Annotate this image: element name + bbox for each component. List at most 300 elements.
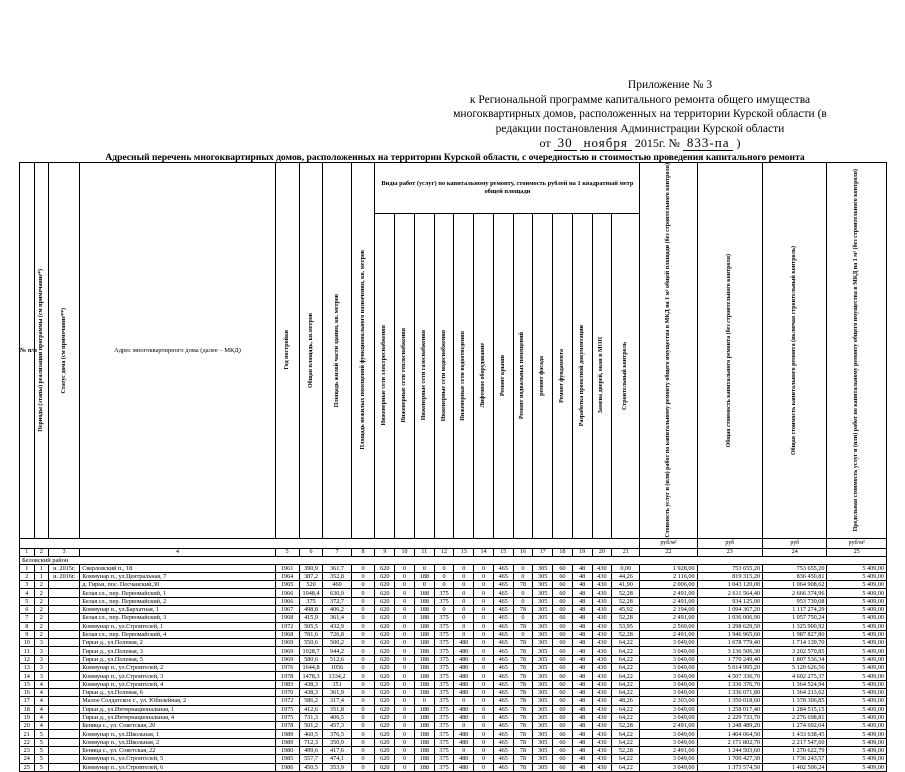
table-cell: 2 bbox=[34, 597, 49, 605]
table-cell: 0 bbox=[454, 605, 474, 613]
table-cell: 430 bbox=[592, 672, 612, 680]
col-head-electric: Инженерные сети электроснабжения bbox=[375, 213, 395, 538]
table-cell: 305 bbox=[533, 722, 553, 730]
table-cell: 430 bbox=[592, 730, 612, 738]
table-cell: 2 bbox=[34, 605, 49, 613]
table-row bbox=[20, 664, 887, 672]
table-cell: 1 714 139,70 bbox=[763, 639, 827, 647]
table-cell: 4 bbox=[34, 680, 49, 688]
table-cell: 48 bbox=[572, 597, 592, 605]
table-cell: 60 bbox=[553, 680, 573, 688]
table-cell: 305 bbox=[533, 605, 553, 613]
table-cell: 1 678 779,40 bbox=[697, 639, 762, 647]
table-cell bbox=[49, 722, 80, 730]
table-cell: 2 491,00 bbox=[640, 614, 697, 622]
table-cell: 305 bbox=[533, 755, 553, 763]
table-cell: 1970 bbox=[275, 688, 299, 696]
table-cell: 0 bbox=[351, 688, 375, 696]
table-cell: 1056 bbox=[323, 664, 351, 672]
table-cell: 60 bbox=[553, 713, 573, 721]
table-cell bbox=[49, 705, 80, 713]
table-cell: 0 bbox=[395, 647, 415, 655]
table-cell: 460 bbox=[323, 581, 351, 589]
table-cell: 0 bbox=[351, 581, 375, 589]
table-cell: н. 2016г. bbox=[49, 572, 80, 580]
table-cell: 78 bbox=[513, 705, 533, 713]
table-row bbox=[20, 647, 887, 655]
table-cell: 60 bbox=[553, 564, 573, 572]
table-cell: 317,4 bbox=[323, 697, 351, 705]
table-cell: 64,22 bbox=[612, 755, 640, 763]
table-cell: 5 409,00 bbox=[827, 705, 887, 713]
table-cell: 5 409,00 bbox=[827, 738, 887, 746]
column-number: 13 bbox=[454, 548, 474, 556]
table-cell: 375 bbox=[434, 614, 454, 622]
table-cell: 60 bbox=[553, 688, 573, 696]
table-cell: 305 bbox=[533, 688, 553, 696]
table-cell: 0 bbox=[474, 763, 494, 771]
table-cell: 372,7 bbox=[323, 597, 351, 605]
table-cell: 305 bbox=[533, 664, 553, 672]
table-cell: 430 bbox=[592, 747, 612, 755]
table-cell: 2 bbox=[34, 581, 49, 589]
table-cell: 0 bbox=[454, 614, 474, 622]
table-cell: 944,2 bbox=[323, 647, 351, 655]
table-cell: 430 bbox=[592, 763, 612, 771]
table-cell: 1 248 489,20 bbox=[697, 722, 762, 730]
table-cell: 52,28 bbox=[612, 747, 640, 755]
table-cell: 188 bbox=[414, 647, 434, 655]
table-cell bbox=[49, 647, 80, 655]
table-cell: 5 409,00 bbox=[827, 722, 887, 730]
table-cell: 430 bbox=[592, 664, 612, 672]
table-cell: 430 bbox=[592, 755, 612, 763]
table-cell: 64,22 bbox=[612, 730, 640, 738]
table-cell: 5 409,00 bbox=[827, 597, 887, 605]
table-cell: 480 bbox=[454, 639, 474, 647]
table-cell: 480 bbox=[454, 672, 474, 680]
table-cell: 2 bbox=[34, 630, 49, 638]
table-cell: 0 bbox=[414, 697, 434, 705]
table-cell: 1 284 515,15 bbox=[763, 705, 827, 713]
table-cell: 1 736 243,57 bbox=[763, 755, 827, 763]
table-row bbox=[20, 572, 887, 580]
table-cell: 1028,7 bbox=[299, 647, 323, 655]
table-cell: 5 409,00 bbox=[827, 647, 887, 655]
table-cell: 390,9 bbox=[299, 564, 323, 572]
table-cell: 1 117 274,29 bbox=[763, 605, 827, 613]
table-cell: 0 bbox=[454, 581, 474, 589]
table-cell: 48 bbox=[572, 647, 592, 655]
table-cell: 620 bbox=[375, 647, 395, 655]
table-cell: 406,2 bbox=[323, 605, 351, 613]
table-cell: 1 bbox=[34, 564, 49, 572]
table-cell: 13 bbox=[20, 664, 35, 672]
table-cell: 78 bbox=[513, 755, 533, 763]
table-cell: Коммунар п., ул.Строителей, 1 bbox=[80, 622, 275, 630]
table-cell: 48 bbox=[572, 589, 592, 597]
table-cell: 188 bbox=[414, 664, 434, 672]
table-cell bbox=[49, 614, 80, 622]
table-cell: 480 bbox=[454, 730, 474, 738]
table-cell: 305 bbox=[533, 581, 553, 589]
table-cell: 375 bbox=[434, 680, 454, 688]
table-cell: 465 bbox=[493, 713, 513, 721]
table-cell: 5 409,00 bbox=[827, 688, 887, 696]
table-cell: 465 bbox=[493, 672, 513, 680]
table-cell: 5 409,00 bbox=[827, 630, 887, 638]
table-cell: 620 bbox=[375, 605, 395, 613]
column-number: 3 bbox=[49, 548, 80, 556]
table-cell: 48 bbox=[572, 730, 592, 738]
table-row bbox=[20, 722, 887, 730]
table-cell: 1 336 071,80 bbox=[697, 688, 762, 696]
table-cell bbox=[49, 713, 80, 721]
table-cell: 3 bbox=[34, 672, 49, 680]
table-cell: 781,6 bbox=[299, 630, 323, 638]
table-cell: 1 057 750,24 bbox=[763, 614, 827, 622]
table-cell: 620 bbox=[375, 680, 395, 688]
table-cell: 0 bbox=[474, 639, 494, 647]
table-row bbox=[20, 763, 887, 771]
header-line-4: редакции постановления Администрации Курской области bbox=[495, 122, 785, 135]
table-cell: 3 049,00 bbox=[640, 763, 697, 771]
table-cell: Гирьи д., ул.Полевая, 2 bbox=[80, 639, 275, 647]
col-head-max-cost: Предельная стоимость услуг и (или) работ по капитальному ремонту общего имущества в МКД на 1 м² (без строительного контроля) bbox=[827, 163, 887, 539]
table-cell: 78 bbox=[513, 639, 533, 647]
table-cell: 5 409,00 bbox=[827, 664, 887, 672]
table-cell: 1 244 503,60 bbox=[697, 747, 762, 755]
table-cell: 557,7 bbox=[299, 755, 323, 763]
table-cell: 375 bbox=[434, 730, 454, 738]
table-cell: 78 bbox=[513, 697, 533, 705]
column-number: 20 bbox=[592, 548, 612, 556]
table-cell: 52,28 bbox=[612, 589, 640, 597]
table-cell: 78 bbox=[513, 763, 533, 771]
table-cell: 4 bbox=[34, 722, 49, 730]
table-cell: 430 bbox=[592, 605, 612, 613]
table-cell bbox=[49, 672, 80, 680]
table-cell bbox=[49, 605, 80, 613]
table-cell: 21 bbox=[20, 730, 35, 738]
table-cell bbox=[49, 664, 80, 672]
table-cell: 2 491,00 bbox=[640, 589, 697, 597]
table-cell: 16 bbox=[20, 688, 35, 696]
table-cell: 305 bbox=[533, 697, 553, 705]
table-cell: 3 bbox=[34, 647, 49, 655]
table-cell: 305 bbox=[533, 763, 553, 771]
table-cell: 78 bbox=[513, 581, 533, 589]
table-cell: 465 bbox=[493, 597, 513, 605]
column-number: 21 bbox=[612, 548, 640, 556]
table-row bbox=[20, 630, 887, 638]
table-cell: 438,3 bbox=[299, 688, 323, 696]
table-cell: 4 bbox=[34, 713, 49, 721]
table-cell: 8 bbox=[20, 622, 35, 630]
table-cell: 3 049,00 bbox=[640, 639, 697, 647]
table-cell: 819 315,20 bbox=[697, 572, 762, 580]
table-cell: 60 bbox=[553, 622, 573, 630]
table-cell: 0 bbox=[474, 605, 494, 613]
table-cell: 620 bbox=[375, 622, 395, 630]
table-cell: 188 bbox=[414, 605, 434, 613]
table-cell: 0 bbox=[395, 738, 415, 746]
table-cell: 1 350 018,60 bbox=[697, 697, 762, 705]
table-cell: 5 409,00 bbox=[827, 763, 887, 771]
table-cell: Гирьи д., ул.Полевая, 5 bbox=[80, 655, 275, 663]
table-row bbox=[20, 639, 887, 647]
table-cell: 0 bbox=[474, 730, 494, 738]
table-cell: 430 bbox=[592, 597, 612, 605]
table-cell: 620 bbox=[375, 738, 395, 746]
table-cell: 2 569,00 bbox=[640, 622, 697, 630]
table-cell: 1968 bbox=[275, 614, 299, 622]
table-cell: 1964 bbox=[275, 572, 299, 580]
table-cell: 620 bbox=[375, 581, 395, 589]
table-cell: 430 bbox=[592, 564, 612, 572]
table-cell: 1 bbox=[20, 564, 35, 572]
table-cell: 60 bbox=[553, 630, 573, 638]
table-row bbox=[20, 589, 887, 597]
header-line-3: многоквартирных домов, расположенных на территории Курской области (в bbox=[453, 108, 827, 120]
table-cell: 5 409,00 bbox=[827, 564, 887, 572]
table-cell: 60 bbox=[553, 755, 573, 763]
table-cell: 2 bbox=[34, 622, 49, 630]
table-cell: 0 bbox=[395, 597, 415, 605]
table-cell: 1983 bbox=[275, 680, 299, 688]
table-cell: 7 bbox=[20, 614, 35, 622]
table-cell: 465 bbox=[493, 614, 513, 622]
table-cell: 375 bbox=[434, 589, 454, 597]
table-cell: 60 bbox=[553, 730, 573, 738]
table-cell: 0 bbox=[454, 589, 474, 597]
table-cell: 78 bbox=[513, 622, 533, 630]
table-cell: 45,92 bbox=[612, 605, 640, 613]
table-cell: 620 bbox=[375, 688, 395, 696]
table-cell: 0 bbox=[454, 722, 474, 730]
table-cell: 11 bbox=[20, 647, 35, 655]
table-cell: 375 bbox=[434, 763, 454, 771]
table-cell: 0 bbox=[474, 705, 494, 713]
table-cell: 1 987 827,80 bbox=[763, 630, 827, 638]
table-cell: 432,9 bbox=[323, 622, 351, 630]
table-cell: Коммунар п., ул.Бархатная, 1 bbox=[80, 605, 275, 613]
table-cell: 350,9 bbox=[323, 738, 351, 746]
table-cell: 3 049,00 bbox=[640, 655, 697, 663]
table-row bbox=[20, 581, 887, 589]
table-cell bbox=[49, 639, 80, 647]
table-row bbox=[20, 680, 887, 688]
table-cell: 5 409,00 bbox=[827, 614, 887, 622]
col-head-status: Статус дома (см примечание**) bbox=[49, 163, 80, 539]
table-cell: 60 bbox=[553, 722, 573, 730]
table-cell: 5 409,00 bbox=[827, 713, 887, 721]
table-cell: 305 bbox=[533, 680, 553, 688]
table-cell: 387,2 bbox=[299, 572, 323, 580]
table-cell: 64,22 bbox=[612, 672, 640, 680]
table-cell: 0 bbox=[395, 688, 415, 696]
table-cell: 415,9 bbox=[299, 614, 323, 622]
table-cell: 3 049,00 bbox=[640, 647, 697, 655]
table-cell: 2 229 733,70 bbox=[697, 713, 762, 721]
table-cell: 0 bbox=[474, 722, 494, 730]
table-cell: 1969 bbox=[275, 655, 299, 663]
table-cell bbox=[49, 747, 80, 755]
table-row bbox=[20, 564, 887, 572]
table-cell: 620 bbox=[375, 564, 395, 572]
table-cell: 1961 bbox=[275, 564, 299, 572]
table-cell: 0 bbox=[395, 705, 415, 713]
table-cell bbox=[49, 589, 80, 597]
table-cell: 1644,8 bbox=[299, 664, 323, 672]
table-cell: 41,90 bbox=[612, 581, 640, 589]
table-cell: 6 bbox=[20, 605, 35, 613]
table-cell: 3 bbox=[34, 639, 49, 647]
table-cell: 0 bbox=[434, 581, 454, 589]
table-cell: 0 bbox=[351, 622, 375, 630]
appendix-title: Приложение № 3 bbox=[627, 79, 713, 91]
table-cell: 0 bbox=[395, 622, 415, 630]
table-cell: 465 bbox=[493, 688, 513, 696]
table-cell: 305 bbox=[533, 713, 553, 721]
table-cell: 0 bbox=[454, 564, 474, 572]
table-cell: 78 bbox=[513, 664, 533, 672]
table-cell: 1 298 629,50 bbox=[697, 622, 762, 630]
table-cell: 0 bbox=[351, 647, 375, 655]
table-cell: 1 325 900,92 bbox=[763, 622, 827, 630]
col-head-design-docs: Разработка проектной документации bbox=[572, 213, 592, 538]
table-cell: 64,22 bbox=[612, 680, 640, 688]
table-cell: 465 bbox=[493, 630, 513, 638]
table-cell bbox=[49, 597, 80, 605]
table-cell: 0 bbox=[395, 605, 415, 613]
table-cell: 188 bbox=[414, 688, 434, 696]
table-cell: 48 bbox=[572, 755, 592, 763]
table-cell: 0 bbox=[434, 572, 454, 580]
table-cell: 465 bbox=[493, 730, 513, 738]
table-cell: 78 bbox=[513, 730, 533, 738]
table-cell: 0 bbox=[395, 763, 415, 771]
table-cell: 3 049,00 bbox=[640, 705, 697, 713]
table-cell: 620 bbox=[375, 614, 395, 622]
table-cell: 465 bbox=[493, 647, 513, 655]
table-cell: 0 bbox=[454, 622, 474, 630]
table-cell: 1968 bbox=[275, 630, 299, 638]
table-cell: 0 bbox=[474, 581, 494, 589]
table-cell: 78 bbox=[513, 722, 533, 730]
table-cell: 465 bbox=[493, 747, 513, 755]
header-line-2: к Региональной программе капитального ремонта общего имущества bbox=[469, 93, 811, 106]
table-cell: Коммунар п., ул.Строителей, 4 bbox=[80, 680, 275, 688]
table-cell: 2 666 374,96 bbox=[763, 589, 827, 597]
table-cell: 53,95 bbox=[612, 622, 640, 630]
table-cell: 48 bbox=[572, 763, 592, 771]
table-cell: 305 bbox=[533, 655, 553, 663]
table-cell: 1 378 306,85 bbox=[763, 697, 827, 705]
table-cell: 353,9 bbox=[323, 763, 351, 771]
table-cell: 1 807 536,34 bbox=[763, 655, 827, 663]
table-cell: 2 491,00 bbox=[640, 630, 697, 638]
column-number: 12 bbox=[434, 548, 454, 556]
date-suffix: ) bbox=[736, 136, 741, 150]
table-cell: 0 bbox=[395, 730, 415, 738]
table-cell: 60 bbox=[553, 589, 573, 597]
table-cell: 0 bbox=[351, 630, 375, 638]
table-cell: 480 bbox=[454, 713, 474, 721]
column-number: 7 bbox=[323, 548, 351, 556]
table-cell: 1 064 908,62 bbox=[763, 581, 827, 589]
table-cell: 465 bbox=[493, 705, 513, 713]
table-cell: 1969 bbox=[275, 639, 299, 647]
col-head-total-cost-control: Общая стоимость капитального ремонта (включая строительный контроль) bbox=[763, 163, 827, 539]
table-cell: 60 bbox=[553, 672, 573, 680]
table-cell: 305 bbox=[533, 738, 553, 746]
table-cell: 44,26 bbox=[612, 572, 640, 580]
table-cell: 480 bbox=[454, 647, 474, 655]
table-cell: 520 bbox=[299, 581, 323, 589]
col-head-gas: Инженерные сети газоснабжения bbox=[414, 213, 434, 538]
table-cell: 0 bbox=[351, 564, 375, 572]
table-cell: 0 bbox=[474, 655, 494, 663]
table-row bbox=[20, 713, 887, 721]
table-cell: 375 bbox=[434, 639, 454, 647]
table-cell: 78 bbox=[513, 672, 533, 680]
table-cell: 1 336 376,70 bbox=[697, 680, 762, 688]
col-head-heating: Инженерные сети теплоснабжения bbox=[395, 213, 415, 538]
col-head-construction-control: Строительный контроль bbox=[612, 213, 640, 538]
table-cell: 188 bbox=[414, 672, 434, 680]
unit-label: руб bbox=[763, 538, 827, 548]
table-cell: Малое Солдатское с., ул. Юбилейная, 2 bbox=[80, 697, 275, 705]
table-cell: 501,2 bbox=[299, 722, 323, 730]
table-cell: 0 bbox=[395, 564, 415, 572]
table-cell: 430 bbox=[592, 622, 612, 630]
table-cell: 0 bbox=[351, 605, 375, 613]
table-cell: 305 bbox=[533, 647, 553, 655]
table-cell: 188 bbox=[414, 572, 434, 580]
table-cell: 3 049,00 bbox=[640, 755, 697, 763]
table-cell: 1 373 574,50 bbox=[697, 763, 762, 771]
table-cell: 1 433 638,45 bbox=[763, 730, 827, 738]
table-cell: 64,22 bbox=[612, 688, 640, 696]
table-cell: 78 bbox=[513, 605, 533, 613]
table-cell: 5 409,00 bbox=[827, 697, 887, 705]
table-cell: 465 bbox=[493, 680, 513, 688]
table-cell: 430 bbox=[592, 614, 612, 622]
table-row bbox=[20, 622, 887, 630]
table-cell: 5 409,00 bbox=[827, 680, 887, 688]
table-row bbox=[20, 655, 887, 663]
table-cell: 430 bbox=[592, 639, 612, 647]
table-cell: 60 bbox=[553, 614, 573, 622]
table-cell: 64,22 bbox=[612, 639, 640, 647]
table-cell: 351,8 bbox=[323, 705, 351, 713]
table-cell: 465 bbox=[493, 581, 513, 589]
table-cell: 0 bbox=[351, 722, 375, 730]
table-cell: 22 bbox=[20, 738, 35, 746]
table-cell: 430 bbox=[592, 688, 612, 696]
table-cell bbox=[49, 688, 80, 696]
table-cell: 5 409,00 bbox=[827, 581, 887, 589]
table-cell: 0 bbox=[474, 614, 494, 622]
table-cell: 48 bbox=[572, 581, 592, 589]
table-cell: 620 bbox=[375, 664, 395, 672]
table-cell: 1 bbox=[34, 572, 49, 580]
table-cell: 0 bbox=[351, 655, 375, 663]
table-cell: 500,2 bbox=[323, 639, 351, 647]
table-cell: 305 bbox=[533, 672, 553, 680]
table-row bbox=[20, 614, 887, 622]
